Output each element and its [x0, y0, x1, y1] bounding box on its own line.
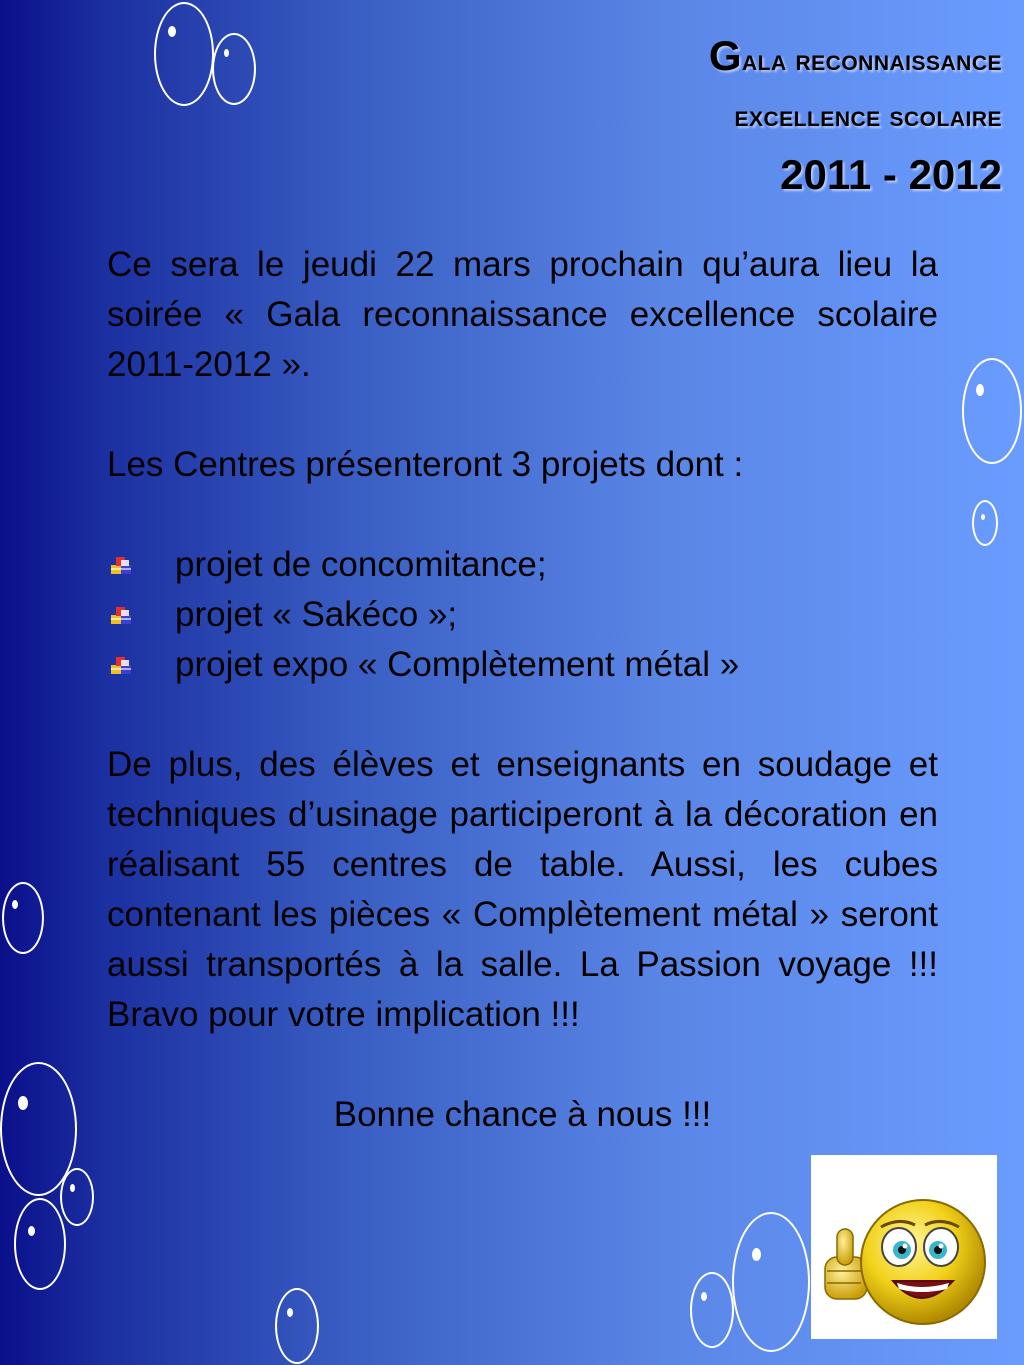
intro-paragraph: Ce sera le jeudi 22 mars prochain qu’aura lieu la soirée « Gala reconnaissance excellence scolaire 2011-2012 ».	[107, 245, 938, 384]
list-item	[107, 540, 938, 590]
bubble-decoration	[972, 500, 998, 546]
bubble-decoration	[154, 2, 214, 106]
list-item	[107, 590, 938, 640]
details-paragraph: De plus, des élèves et enseignants en soudage et techniques d’usinage participeront à la décoration en réalisant 55 centres de table. Aussi, les cubes contenant les pièces « Complètement métal » seront aussi transportés à la salle. La Passion voyage !!! Bravo pour votre implication !!!	[107, 745, 938, 1034]
closing-text: Bonne chance à nous !!!	[333, 1095, 712, 1134]
colored-cube-bullet-icon	[109, 554, 133, 576]
bubble-decoration	[60, 1168, 94, 1226]
bubble-decoration	[2, 882, 44, 954]
bubble-decoration	[275, 1288, 319, 1364]
bubble-decoration	[732, 1212, 810, 1352]
project-item-1: projet de concomitance;	[175, 545, 547, 584]
projects-intro: Les Centres présenteront 3 projets dont :	[107, 445, 744, 484]
title-year: 2011 - 2012	[780, 151, 1002, 198]
page-title	[709, 28, 1002, 203]
bubble-decoration	[14, 1198, 66, 1290]
title-line-2: excellence scolaire	[734, 100, 1002, 133]
project-item-3: projet expo « Complètement métal »	[175, 645, 740, 684]
bubble-decoration	[962, 358, 1022, 464]
main-content	[107, 240, 938, 1140]
emoji-image	[811, 1155, 997, 1339]
title-line-1: Gala reconnaissance	[708, 32, 1002, 79]
colored-cube-bullet-icon	[109, 604, 133, 626]
colored-cube-bullet-icon	[109, 654, 133, 676]
list-item	[107, 640, 938, 690]
bubble-decoration	[212, 33, 256, 105]
bubble-decoration	[690, 1272, 734, 1348]
thumbs-up-smiley-icon	[811, 1155, 997, 1339]
projects-list	[107, 540, 938, 690]
project-item-2: projet « Sakéco »;	[175, 595, 458, 634]
